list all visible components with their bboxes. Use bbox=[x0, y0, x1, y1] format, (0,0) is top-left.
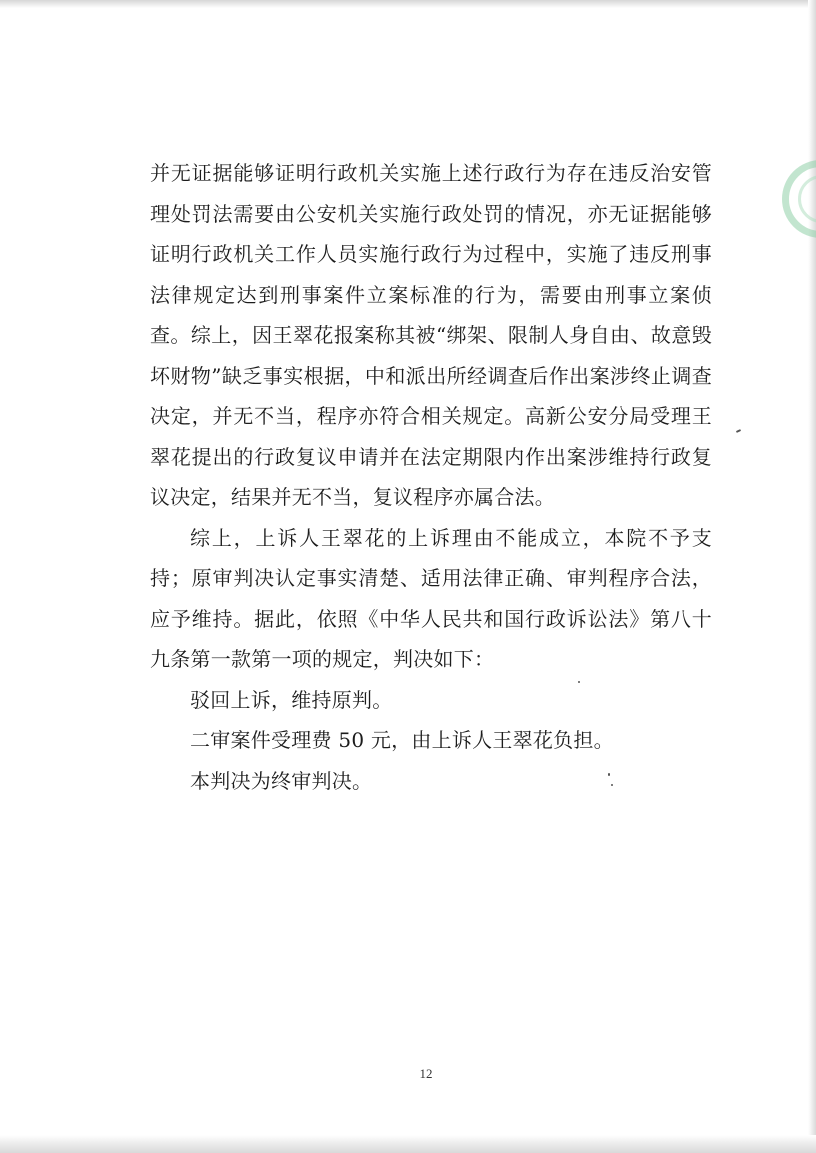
paragraph-ruling: 驳回上诉，维持原判。 bbox=[190, 687, 393, 712]
scan-top-edge bbox=[0, 0, 816, 8]
scan-bottom-edge bbox=[0, 1135, 816, 1153]
scan-speck bbox=[736, 429, 741, 433]
judgment-body bbox=[150, 153, 712, 801]
paragraph-continuation: 并无证据能够证明行政机关实施上述行政行为存在违反治安管理处罚法需要由公安机关实施行政处罚的情况，亦无证据能够证明行政机关工作人员实施行政行为过程中，实施了违反刑事法律规定达到刑事案件立案标准的行为，需要由刑事立案侦查。综上，因王翠花报案称其被“绑架、限制人身自由、故意毁坏财物”缺乏事实根据，中和派出所经调查后作出案涉终止调查决定，并无不当，程序亦符合相关规定。高新公安分局受理王翠花提出的行政复议申请并在法定期限内作出案涉维持行政复议决定，结果并无不当，复议程序亦属合法。 bbox=[150, 161, 712, 509]
paragraph-conclusion: 综上，上诉人王翠花的上诉理由不能成立，本院不予支持；原审判决认定事实清楚、适用法律正确、审判程序合法，应予维持。据此，依照《中华人民共和国行政诉讼法》第八十九条第一款第一项的规定，判决如下： bbox=[150, 525, 712, 671]
paragraph-final-judgment: 本判决为终审判决。 bbox=[190, 768, 373, 793]
page-number: 12 bbox=[419, 1066, 433, 1081]
paragraph-court-fee: 二审案件受理费 50 元，由上诉人王翠花负担。 bbox=[190, 728, 614, 752]
